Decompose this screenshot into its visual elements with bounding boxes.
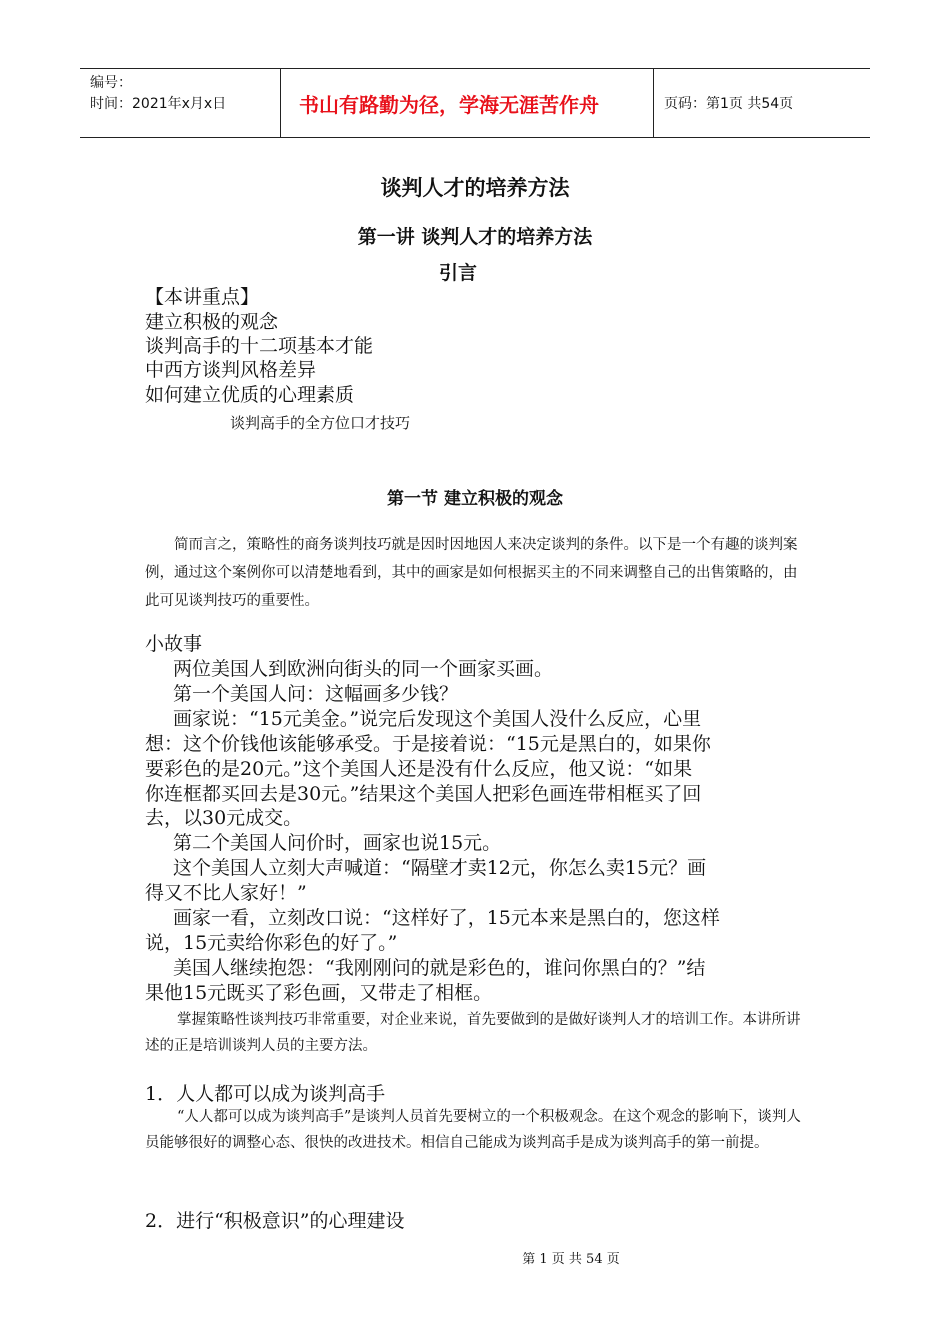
story-line: 说，15元卖给你彩色的好了。” <box>145 932 398 954</box>
story-line: 果他15元既买了彩色画，又带走了相框。 <box>145 982 493 1004</box>
key-point-item: 中西方谈判风格差异 <box>145 359 317 381</box>
story-heading: 小故事 <box>145 633 203 655</box>
story-line: 想：这个价钱他该能够承受。于是接着说：“15元是黑白的，如果你 <box>145 733 711 755</box>
story-line: 得又不比人家好！” <box>145 882 307 904</box>
lecture-title: 第一讲 谈判人才的培养方法 <box>357 226 593 248</box>
document-number-label: 编号： <box>90 75 132 91</box>
story-line: 要彩色的是20元。”这个美国人还是没有什么反应，他又说：“如果 <box>145 758 693 780</box>
key-points-heading: 【本讲重点】 <box>145 286 260 308</box>
document-title: 谈判人才的培养方法 <box>380 176 570 200</box>
story-line: 去，以30元成交。 <box>145 807 303 829</box>
story-line: 第二个美国人问价时，画家也说15元。 <box>173 832 502 854</box>
intro-title: 引言 <box>438 262 477 284</box>
page-footer: 第 1 页 共 54 页 <box>522 1252 620 1267</box>
story-line: 两位美国人到欧洲向街头的同一个画家买画。 <box>173 658 554 680</box>
key-point-item: 建立积极的观念 <box>145 311 279 333</box>
document-header <box>80 68 870 138</box>
story-line: 画家一看，立刻改口说：“这样好了，15元本来是黑白的，您这样 <box>173 907 720 929</box>
story-summary-paragraph: 掌握策略性谈判技巧非常重要，对企业来说，首先要做到的是做好谈判人才的培训工作。本讲所讲述的正是培训谈判人员的主要方法。 <box>145 1012 801 1054</box>
key-point-item: 谈判高手的十二项基本才能 <box>145 335 374 357</box>
story-line: 你连框都买回去是30元。”结果这个美国人把彩色画连带相框买了回 <box>145 783 702 805</box>
section-intro-paragraph: 简而言之，策略性的商务谈判技巧就是因时因地因人来决定谈判的条件。以下是一个有趣的谈判案例，通过这个案例你可以清楚地看到，其中的画家是如何根据买主的不同来调整自己的出售策略的，由此可见谈判技巧的重要性。 <box>145 537 798 609</box>
story-line: 美国人继续抱怨：“我刚刚问的就是彩色的，谁问你黑白的？”结 <box>173 957 706 979</box>
document-date-label: 时间：2021年x月x日 <box>90 96 227 112</box>
key-point-extra: 谈判高手的全方位口才技巧 <box>230 414 411 432</box>
header-motto-cell <box>281 69 654 137</box>
key-point-item: 如何建立优质的心理素质 <box>145 384 355 406</box>
story-line: 第一个美国人问：这幅画多少钱？ <box>173 683 459 705</box>
header-page-cell <box>654 69 870 137</box>
header-meta-cell <box>80 69 281 137</box>
point1-paragraph: “人人都可以成为谈判高手”是谈判人员首先要树立的一个积极观念。在这个观念的影响下，谈判人员能够很好的调整心态、很快的改进技术。相信自己能成为谈判高手是成为谈判高手的第一前提。 <box>145 1109 801 1151</box>
header-motto: 书山有路勤为径，学海无涯苦作舟 <box>299 92 599 117</box>
point1-heading: 1．人人都可以成为谈判高手 <box>145 1083 386 1105</box>
point2-heading: 2．进行“积极意识”的心理建设 <box>145 1210 405 1232</box>
story-line: 画家说：“15元美金。”说完后发现这个美国人没什么反应，心里 <box>173 708 702 730</box>
story-line: 这个美国人立刻大声喊道：“隔壁才卖12元，你怎么卖15元？画 <box>173 857 707 879</box>
section-title: 第一节 建立积极的观念 <box>387 489 563 509</box>
header-page-code: 页码：第1页 共54页 <box>664 96 794 112</box>
